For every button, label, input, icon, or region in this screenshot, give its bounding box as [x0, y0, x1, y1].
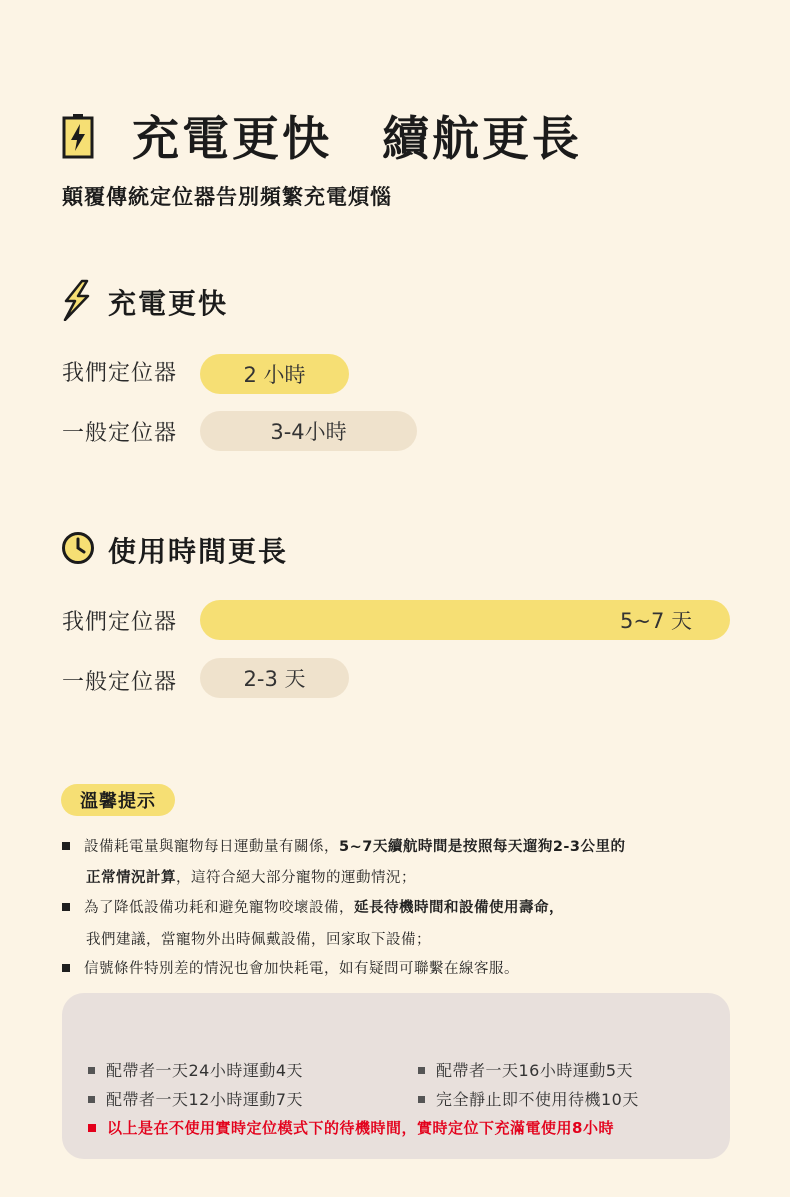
lightning-bolt-icon — [60, 279, 94, 321]
bullet-square-icon — [88, 1124, 96, 1132]
section-title-battery-life: 使用時間更長 — [108, 535, 289, 568]
page-subtitle: 顛覆傳統定位器告別頻繁充電煩惱 — [62, 185, 392, 209]
info-item: 配帶者一天16小時運動5天 — [418, 1058, 633, 1081]
realtime-warning: 以上是在不使用實時定位模式下的待機時間，實時定位下充滿電使用8小時 — [88, 1117, 614, 1138]
bullet-square-icon — [418, 1096, 425, 1103]
bar-value: 5~7 天 — [620, 609, 692, 633]
row-label-general-battery: 一般定位器 — [62, 670, 178, 695]
row-label-general-charging: 一般定位器 — [62, 421, 178, 446]
info-item: 完全靜止即不使用待機10天 — [418, 1087, 639, 1110]
note-2: 為了降低設備功耗和避免寵物咬壞設備，延長待機時間和設備使用壽命， — [62, 897, 762, 919]
info-item: 配帶者一天12小時運動7天 — [88, 1087, 303, 1110]
bullet-square-icon — [88, 1067, 95, 1074]
bullet-square-icon — [88, 1096, 95, 1103]
section-title-charging: 充電更快 — [108, 287, 229, 320]
row-label-ours-battery: 我們定位器 — [62, 610, 178, 635]
note-1: 設備耗電量與寵物每日運動量有關係，5~7天續航時間是按照每天遛狗2-3公里的 — [62, 836, 762, 858]
bar-general-charging — [200, 411, 417, 451]
tip-badge: 溫馨提示 — [61, 784, 175, 816]
bar-ours-charging — [200, 354, 349, 394]
note-3: 信號條件特別差的情況也會加快耗電，如有疑問可聯繫在線客服。 — [62, 958, 762, 980]
clock-icon — [61, 531, 95, 565]
bar-value: 2-3 天 — [243, 667, 306, 691]
info-item: 配帶者一天24小時運動4天 — [88, 1058, 303, 1081]
note-1-continued: 正常情況計算，這符合絕大部分寵物的運動情況； — [86, 870, 416, 886]
bar-value: 2 小時 — [243, 363, 306, 387]
row-label-ours-charging: 我們定位器 — [62, 361, 178, 386]
bullet-square-icon — [62, 842, 70, 850]
bullet-square-icon — [62, 903, 70, 911]
page-title: 充電更快 續航更長 — [132, 112, 582, 167]
bar-value: 3-4小時 — [270, 420, 347, 444]
note-2-continued: 我們建議，當寵物外出時佩戴設備，回家取下設備； — [86, 932, 431, 948]
battery-charging-icon — [62, 113, 94, 159]
bullet-square-icon — [418, 1067, 425, 1074]
bullet-square-icon — [62, 964, 70, 972]
bar-general-battery — [200, 658, 349, 698]
bar-ours-battery — [200, 600, 730, 640]
